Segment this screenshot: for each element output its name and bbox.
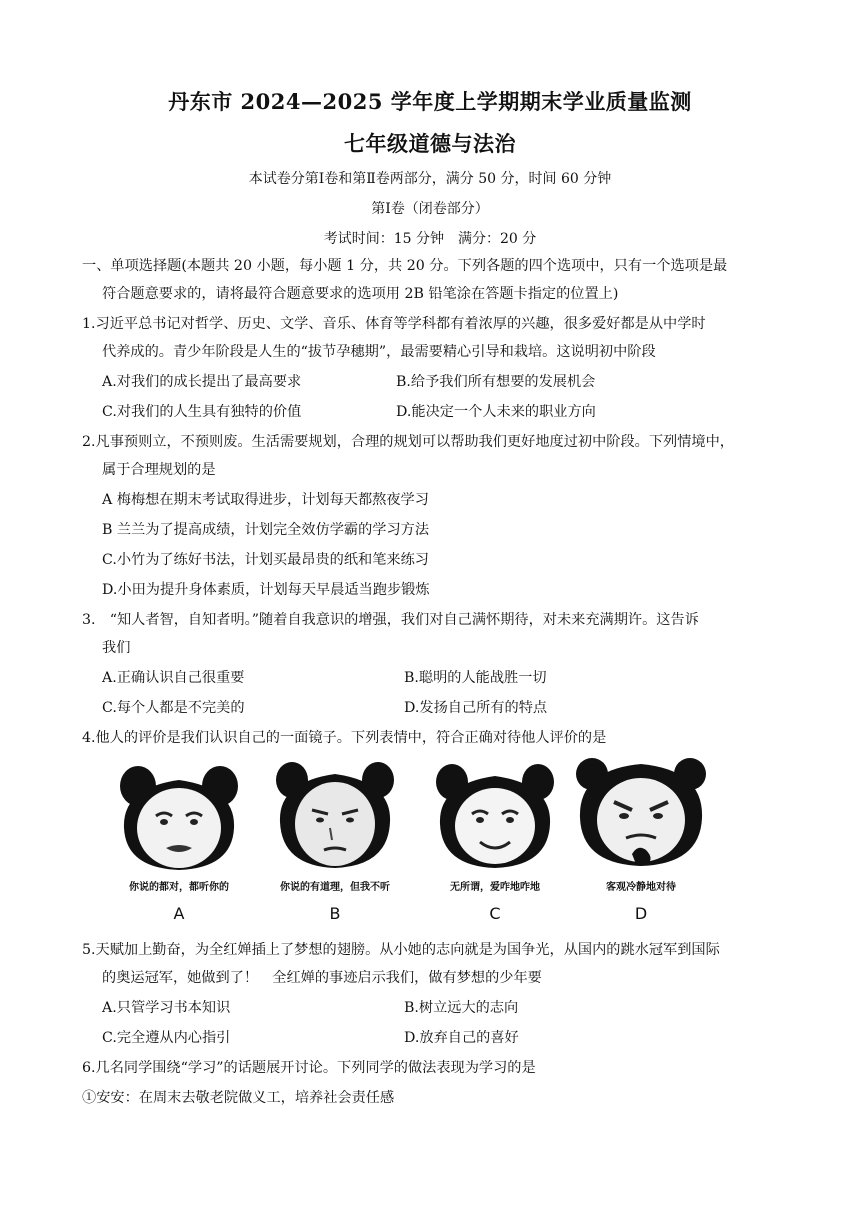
panda-face-a-icon	[114, 758, 244, 878]
q2-option-c: C.小竹为了练好书法，计划买最昂贵的纸和笔来练习	[102, 552, 429, 568]
face-caption-b: 你说的有道理，但我不听	[280, 882, 390, 893]
q6-stem-line1: 6.几名同学围绕“学习”的话题展开讨论。下列同学的做法表现为学习的是	[82, 1060, 536, 1076]
q4-face-images	[100, 758, 740, 928]
q5-option-b: B.树立远大的志向	[404, 1000, 519, 1016]
panda-face-b-icon	[270, 758, 400, 878]
q5-option-d: D.放弃自己的喜好	[404, 1030, 519, 1046]
face-caption-c: 无所谓，爱咋地咋地	[450, 882, 540, 893]
q1-option-b: B.给予我们所有想要的发展机会	[396, 374, 596, 390]
face-letter-c: C	[489, 904, 501, 923]
q3-stem-line1: 3. “知人者智，自知者明。”随着自我意识的增强，我们对自己满怀期待，对未来充满期许。这告诉	[82, 612, 699, 628]
face-option-a	[114, 758, 244, 928]
q3-option-b: B.聪明的人能战胜一切	[404, 670, 547, 686]
exam-volume: 第Ⅰ卷（闭卷部分）	[371, 201, 489, 217]
q5-option-a: A.只管学习书本知识	[102, 1000, 231, 1016]
q1-option-a: A.对我们的成长提出了最高要求	[102, 374, 302, 390]
face-option-d	[576, 758, 706, 928]
exam-subject: 七年级道德与法治	[344, 131, 516, 156]
q1-stem-line1: 1.习近平总书记对哲学、历史、文学、音乐、体育等学科都有着浓厚的兴趣，很多爱好都是从中学时	[82, 316, 706, 332]
face-option-b	[270, 758, 400, 928]
q3-option-c: C.每个人都是不完美的	[102, 700, 245, 716]
exam-time: 考试时间：15 分钟 满分：20 分	[323, 231, 537, 247]
panda-face-d-icon	[576, 758, 706, 878]
q1-option-d: D.能决定一个人未来的职业方向	[396, 404, 596, 420]
q2-option-a: A 梅梅想在期末考试取得进步，计划每天都熬夜学习	[102, 492, 429, 508]
q2-stem-line2: 属于合理规划的是	[102, 462, 216, 478]
q2-stem-line1: 2.凡事预则立，不预则废。生活需要规划，合理的规划可以帮助我们更好地度过初中阶段。下列情境中，	[82, 434, 734, 450]
face-letter-d: D	[634, 904, 648, 923]
q3-stem-line2: 我们	[102, 640, 131, 656]
exam-title: 丹东市 2024—2025 学年度上学期期末学业质量监测	[168, 89, 692, 114]
exam-intro: 本试卷分第Ⅰ卷和第Ⅱ卷两部分，满分 50 分，时间 60 分钟	[248, 171, 612, 187]
q1-option-c: C.对我们的人生具有独特的价值	[102, 404, 302, 420]
face-letter-a: A	[173, 904, 185, 923]
q3-option-d: D.发扬自己所有的特点	[404, 700, 548, 716]
section-heading-line2: 符合题意要求的，请将最符合题意要求的选项用 2B 铅笔涂在答题卡指定的位置上)	[102, 286, 619, 302]
q1-stem-line2: 代养成的。青少年阶段是人生的“拔节孕穗期”，最需要精心引导和栽培。这说明初中阶段	[102, 344, 656, 360]
face-option-c	[430, 758, 560, 928]
q6-item-1: ①安安：在周末去敬老院做义工，培养社会责任感	[82, 1090, 395, 1106]
section-heading-line1: 一、单项选择题(本题共 20 小题，每小题 1 分，共 20 分。下列各题的四个选项中，只有一个选项是最	[82, 258, 728, 274]
panda-face-c-icon	[430, 758, 560, 878]
q5-stem-line1: 5.天赋加上勤奋，为全红婵插上了梦想的翅膀。从小她的志向就是为国争光，从国内的跳水冠军到国际	[82, 942, 720, 958]
q2-option-d: D.小田为提升身体素质，计划每天早晨适当跑步锻炼	[102, 582, 430, 598]
q4-stem-line1: 4.他人的评价是我们认识自己的一面镜子。下列表情中，符合正确对待他人评价的是	[82, 730, 607, 746]
face-caption-d: 客观冷静地对待	[606, 882, 676, 893]
face-letter-b: B	[329, 904, 341, 923]
q3-option-a: A.正确认识自己很重要	[102, 670, 245, 686]
q2-option-b: B 兰兰为了提高成绩，计划完全效仿学霸的学习方法	[102, 522, 430, 538]
face-caption-a: 你说的都对，都听你的	[129, 882, 229, 893]
q5-option-c: C.完全遵从内心指引	[102, 1030, 231, 1046]
q5-stem-line2: 的奥运冠军，她做到了！ 全红婵的事迹启示我们，做有梦想的少年要	[102, 970, 542, 986]
